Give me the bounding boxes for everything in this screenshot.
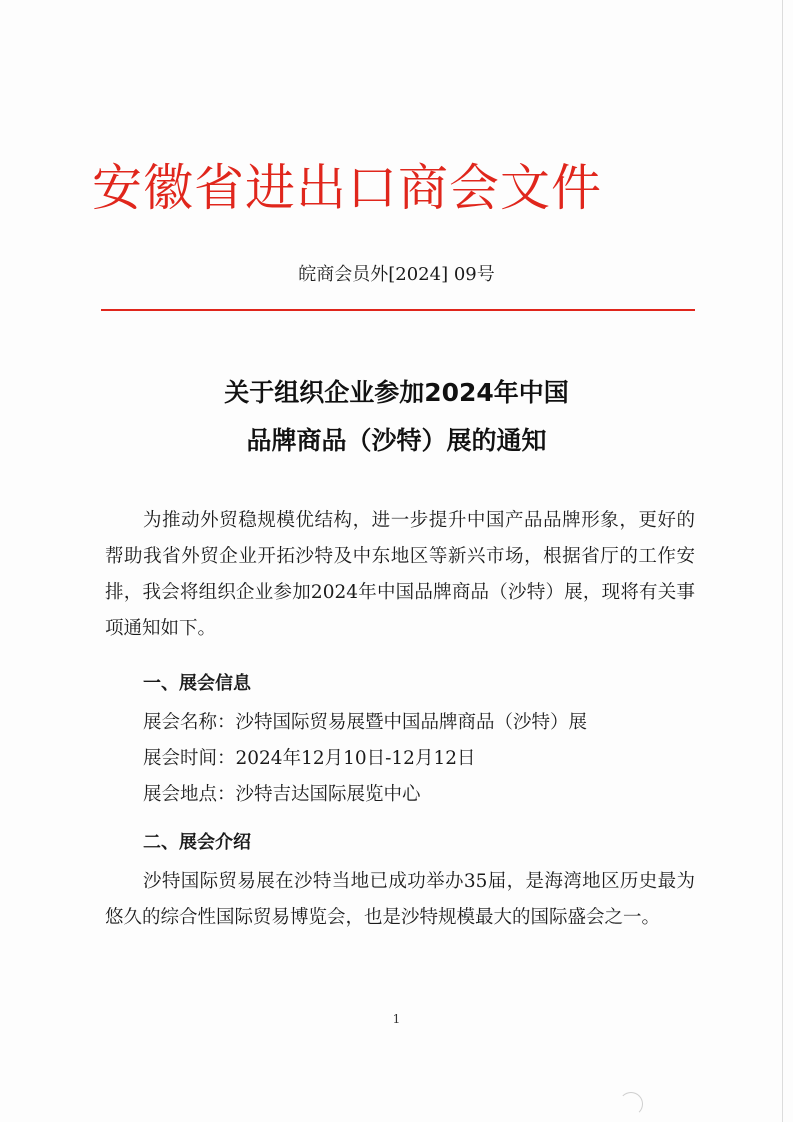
section1-heading: 一、展会信息	[143, 673, 251, 694]
red-divider	[101, 309, 695, 311]
section-exhibition-info	[105, 663, 695, 813]
notice-title-line1: 关于组织企业参加2024年中国	[224, 378, 569, 407]
intro-section	[105, 503, 695, 647]
org-header-title: 安徽省进出口商会文件	[92, 159, 602, 217]
intro-paragraph: 为推动外贸稳规模优结构，进一步提升中国产品品牌形象，更好的帮助我省外贸企业开拓沙特及中东地区等新兴市场，根据省厅的工作安排，我会将组织企业参加2024年中国品牌商品（沙特）展，现将有关事项通知如下。	[105, 510, 695, 639]
page-number: 1	[392, 1012, 401, 1026]
section2-heading: 二、展会介绍	[143, 832, 251, 853]
notice-title-line2: 品牌商品（沙特）展的通知	[246, 426, 547, 455]
exhibition-time-line: 展会时间：2024年12月10日-12月12日	[143, 748, 476, 769]
exhibition-name-line: 展会名称：沙特国际贸易展暨中国品牌商品（沙特）展	[143, 712, 588, 733]
section2-paragraph: 沙特国际贸易展在沙特当地已成功举办35届，是海湾地区历史最为悠久的综合性国际贸易博览会，也是沙特规模最大的国际盛会之一。	[105, 871, 695, 928]
document-number: 皖商会员外[2024] 09号	[298, 264, 495, 285]
scan-edge	[782, 0, 783, 1122]
section-exhibition-intro	[105, 822, 695, 936]
exhibition-venue-line: 展会地点：沙特吉达国际展览中心	[143, 784, 421, 805]
scan-corner-mark	[619, 1092, 643, 1116]
